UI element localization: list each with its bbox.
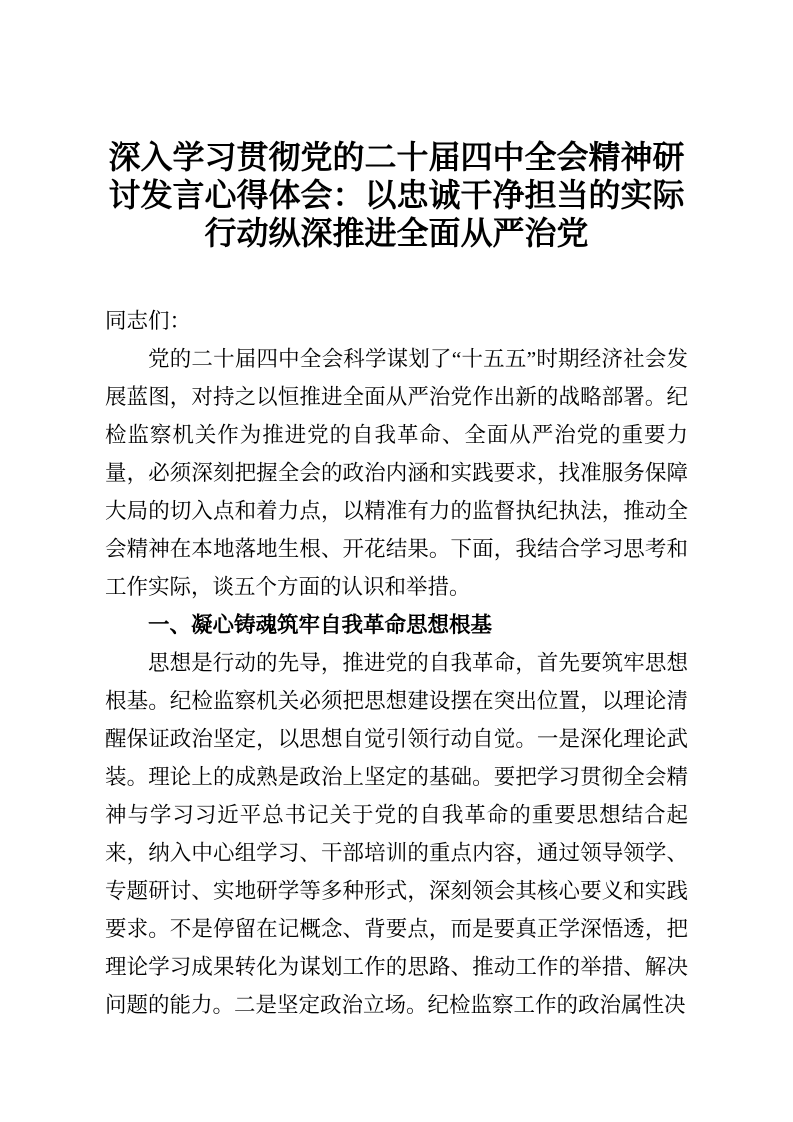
document-body (105, 302, 688, 1024)
section-heading-1: 一、凝心铸魂筑牢自我革命思想根基 (148, 613, 493, 637)
body-paragraph-2: 思想是行动的先导，推进党的自我革命，首先要筑牢思想根基。纪检监察机关必须把思想建设摆在突出位置，以理论清醒保证政治坚定，以思想自觉引领行动自觉。一是深化理论武装。理论上的成熟是政治上坚定的基础。要把学习贯彻全会精神与学习习近平总书记关于党的自我革命的重要思想结合起来，纳入中心组学习、干部培训的重点内容，通过领导领学、专题研讨、实地研学等多种形式，深刻领会其核心要义和实践要求。不是停留在记概念、背要点，而是要真正学深悟透，把理论学习成果转化为谋划工作的思路、推动工作的举措、解决问题的能力。二是坚定政治立场。纪检监察工作的政治属性决 (105, 651, 688, 1017)
body-paragraph-1: 党的二十届四中全会科学谋划了“十五五”时期经济社会发展蓝图，对持之以恒推进全面从严治党作出新的战略部署。纪检监察机关作为推进党的自我革命、全面从严治党的重要力量，必须深刻把握全会的政治内涵和实践要求，找准服务保障大局的切入点和着力点，以精准有力的监督执纪执法，推动全会精神在本地落地生根、开花结果。下面，我结合学习思考和工作实际，谈五个方面的认识和举措。 (105, 347, 688, 599)
salutation-line: 同志们： (105, 309, 192, 333)
document-title: 深入学习贯彻党的二十届四中全会精神研讨发言心得体会：以忠诚干净担当的实际行动纵深推进全面从严治党 (108, 139, 685, 251)
